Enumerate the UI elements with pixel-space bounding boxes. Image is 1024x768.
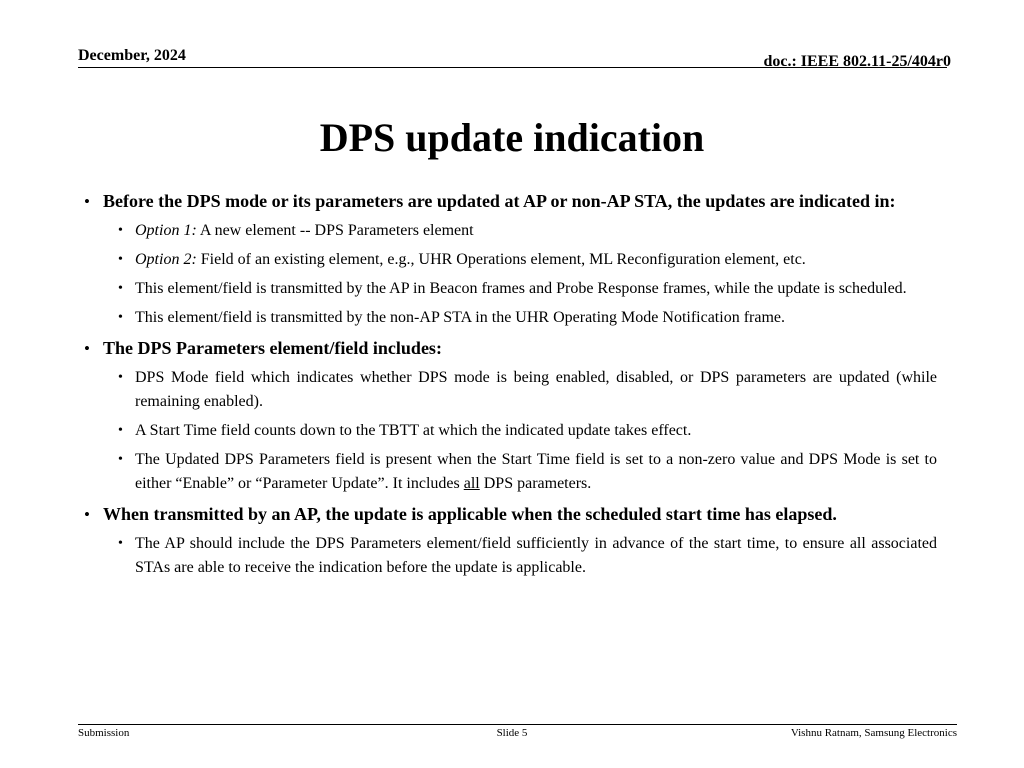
bullet-text: The DPS Parameters element/field includes: — [103, 338, 442, 358]
sub-bullet-text: This element/field is transmitted by the non-AP STA in the UHR Operating Mode Notification frame. — [135, 309, 785, 326]
bullet-dot-icon: • — [84, 505, 90, 524]
bullet-dot-icon: • — [118, 281, 123, 296]
header-date: December, 2024 — [78, 47, 186, 64]
bullet-dot-icon: • — [118, 310, 123, 325]
sub-bullet-prefix: Option 1: — [135, 222, 197, 239]
footer-slide-number: Slide 5 — [496, 727, 528, 739]
bullet-dot-icon: • — [118, 452, 123, 467]
sub-bullet-1-1 — [118, 219, 937, 243]
footer-divider — [78, 724, 957, 725]
sub-bullet-1-4 — [118, 306, 937, 330]
bullet-dot-icon: • — [118, 223, 123, 238]
sub-bullet-1-2 — [118, 248, 937, 272]
bullet-1 — [84, 189, 937, 214]
bullet-text: When transmitted by an AP, the update is applicable when the scheduled start time has elapsed. — [103, 504, 837, 524]
sub-bullet-underlined: all — [463, 475, 480, 492]
sub-bullet-1-3 — [118, 277, 937, 301]
bullet-3 — [84, 502, 937, 527]
header-divider — [78, 67, 947, 68]
sub-bullet-text: The AP should include the DPS Parameters element/field sufficiently in advance of the start time, to ensure all associated STAs are able to receive the indication before the update is applicable. — [135, 535, 937, 576]
sub-bullet-text: DPS Mode field which indicates whether DPS mode is being enabled, disabled, or DPS parameters are updated (while remaining enabled). — [135, 369, 937, 410]
sub-bullet-prefix: Option 2: — [135, 251, 197, 268]
sub-bullet-text-end: DPS parameters. — [479, 475, 592, 492]
header-doc-id: doc.: IEEE 802.11-25/404r0 — [763, 53, 951, 70]
sub-bullet-text: Field of an existing element, e.g., UHR Operations element, ML Reconfiguration element, etc. — [196, 251, 806, 268]
bullet-text: Before the DPS mode or its parameters are updated at AP or non-AP STA, the updates are indicated in: — [103, 191, 896, 211]
bullet-dot-icon: • — [118, 370, 123, 385]
sub-bullet-3-1 — [118, 532, 937, 580]
sub-bullet-2-2 — [118, 419, 937, 443]
bullet-dot-icon: • — [118, 252, 123, 267]
bullet-2 — [84, 336, 937, 361]
bullet-dot-icon: • — [84, 339, 90, 358]
slide-body — [84, 183, 937, 580]
slide-title: DPS update indication — [319, 115, 705, 160]
bullet-dot-icon: • — [118, 536, 123, 551]
sub-bullet-2-3 — [118, 448, 937, 496]
sub-bullet-2-1 — [118, 366, 937, 414]
sub-bullet-text: This element/field is transmitted by the AP in Beacon frames and Probe Response frames, while the update is scheduled. — [135, 280, 907, 297]
sub-bullet-text: A Start Time field counts down to the TBTT at which the indicated update takes effect. — [135, 422, 692, 439]
footer-author: Vishnu Ratnam, Samsung Electronics — [790, 727, 957, 739]
sub-bullet-text: The Updated DPS Parameters field is present when the Start Time field is set to a non-zero value and DPS Mode is set to either “Enable” or “Parameter Update”. It includes — [135, 451, 937, 492]
bullet-dot-icon: • — [84, 192, 90, 211]
sub-bullet-text: A new element -- DPS Parameters element — [196, 222, 474, 239]
footer-submission: Submission — [78, 727, 130, 739]
bullet-dot-icon: • — [118, 423, 123, 438]
